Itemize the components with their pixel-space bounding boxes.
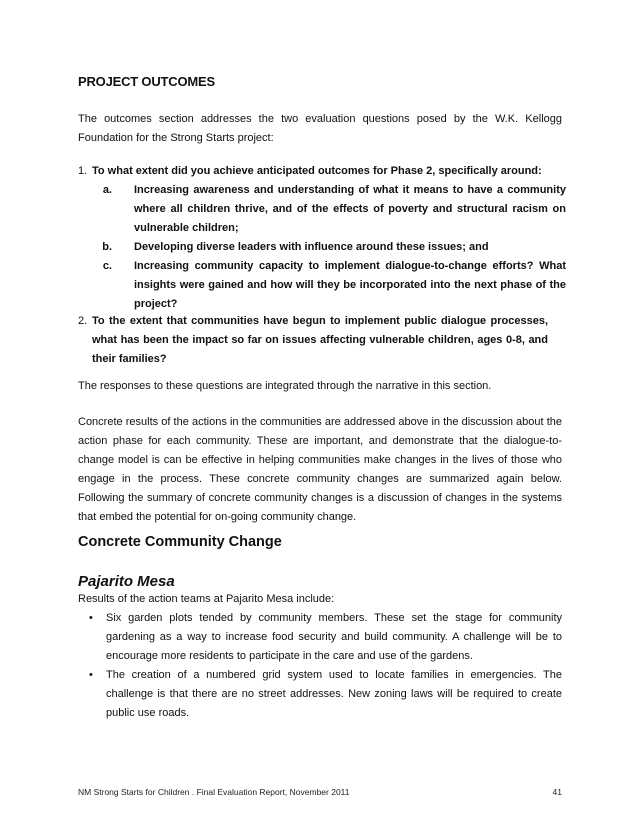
intro-paragraph: The outcomes section addresses the two evaluation questions posed by the W.K. Kellogg Foundation for the Strong Starts project: <box>78 113 562 144</box>
page-number: 41 <box>552 787 562 797</box>
bullet-icon: • <box>89 669 93 681</box>
results-list <box>78 609 562 723</box>
responses-paragraph: The responses to these questions are integrated through the narrative in this section. <box>78 380 492 392</box>
subsection-title: Pajarito Mesa <box>78 573 175 590</box>
bullet-icon: • <box>89 612 93 624</box>
footer-text: NM Strong Starts for Children . Final Evaluation Report, November 2011 <box>78 787 350 797</box>
subitem-text: Increasing awareness and understanding of what it means to have a community where all children thrive, and of the effects of poverty and structural racism on vulnerable children; <box>134 184 566 234</box>
list-item-text: Six garden plots tended by community members. These set the stage for community gardening as a way to increase food security and build community. A challenge will be to encourage more residents to participate in the care and use of the gardens. <box>106 612 562 662</box>
section-title: Concrete Community Change <box>78 534 282 550</box>
question-1-text: To what extent did you achieve anticipated outcomes for Phase 2, specifically around: <box>92 165 542 177</box>
concrete-results-paragraph: Concrete results of the actions in the communities are addressed above in the discussion about the action phase for each community. These are important, and demonstrate that the dialogue-to-change model is can be effective in helping communities make changes in the lives of those who engage in the process. These concrete community changes are summarized again below. Following the summary of concrete community changes is a discussion of changes in the systems that embed the potential for on-going community change. <box>78 416 562 523</box>
question-2-number: 2. <box>78 315 88 327</box>
subitem-letter: b. <box>102 241 112 253</box>
question-2-text: To the extent that communities have begun to implement public dialogue processes, what has been the impact so far on issues affecting vulnerable children, ages 0-8, and their families? <box>92 315 548 365</box>
list-item <box>78 609 562 666</box>
subitem-letter: c. <box>102 260 112 272</box>
question-1-number: 1. <box>78 165 88 177</box>
page-heading: PROJECT OUTCOMES <box>78 74 215 89</box>
subitem-letter: a. <box>102 184 112 196</box>
results-intro: Results of the action teams at Pajarito Mesa include: <box>78 593 335 605</box>
subitem-text: Increasing community capacity to implement dialogue-to-change efforts? What insights were gained and how will they be incorporated into the next phase of the project? <box>134 260 566 310</box>
subitem-text: Developing diverse leaders with influence around these issues; and <box>134 241 489 253</box>
list-item <box>78 666 562 723</box>
list-item-text: The creation of a numbered grid system used to locate families in emergencies. The challenge is that there are no street addresses. New zoning laws will be required to create public use roads. <box>106 669 562 719</box>
